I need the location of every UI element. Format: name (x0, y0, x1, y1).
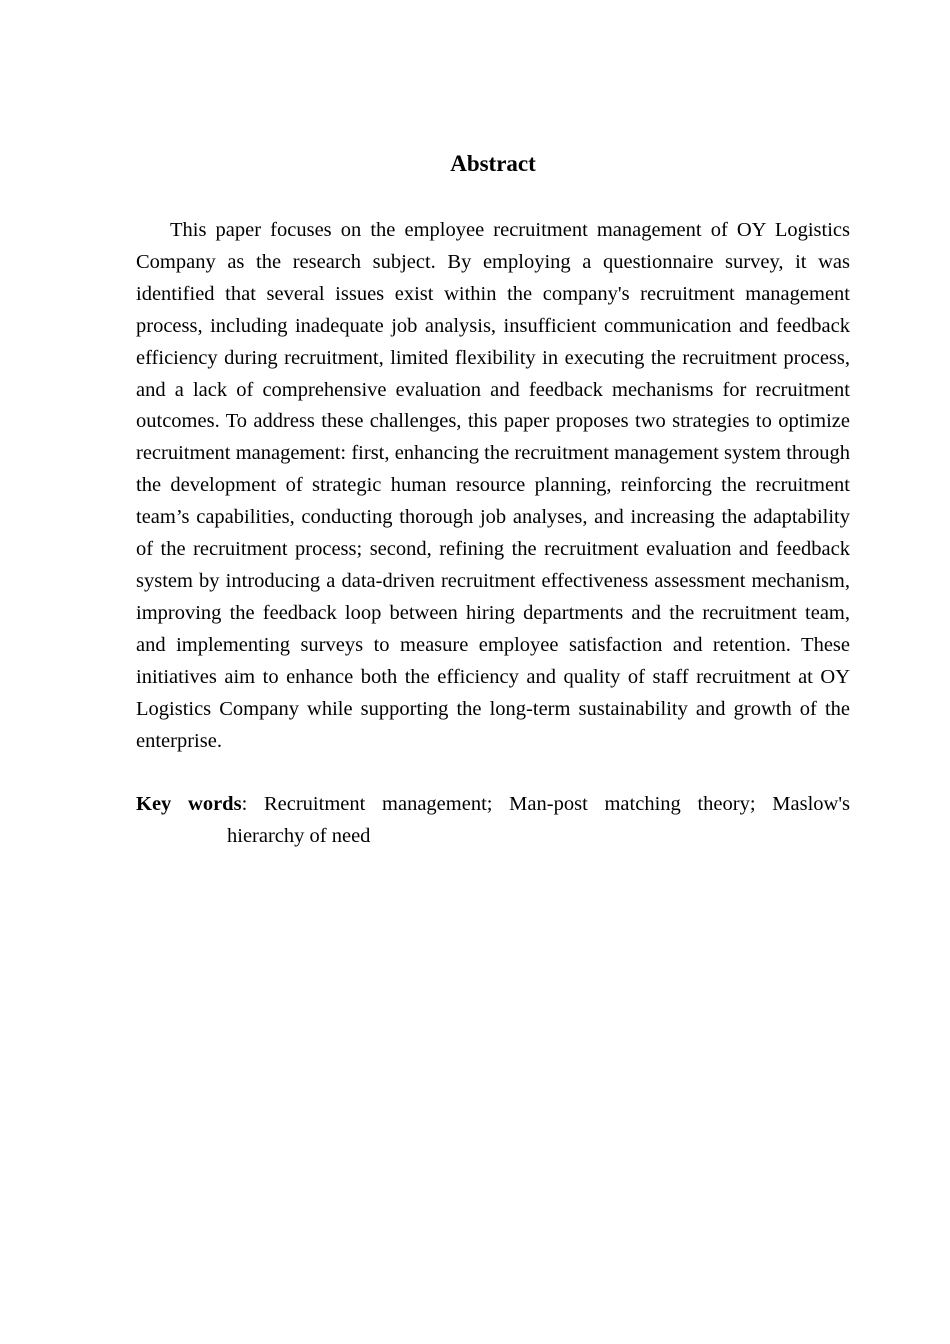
keywords-text: Recruitment management; Man-post matching theory; Maslow's hierarchy of need (227, 793, 851, 848)
abstract-title: Abstract (450, 151, 536, 176)
document-page (136, 148, 850, 874)
keywords-line (136, 789, 850, 853)
abstract-body: This paper focuses on the employee recruitment management of OY Logistics Company as the research subject. By employing a questionnaire survey, it was identified that several issues exist within the company's recruitment management process, including inadequate job analysis, insufficient communication and feedback efficiency during recruitment, limited flexibility in executing the recruitment process, and a lack of comprehensive evaluation and feedback mechanisms for recruitment outcomes. To address these challenges, this paper proposes two strategies to optimize recruitment management: first, enhancing the recruitment management system through the development of strategic human resource planning, reinforcing the recruitment team’s capabilities, conducting thorough job analyses, and increasing the adaptability of the recruitment process; second, refining the recruitment evaluation and feedback system by introducing a data-driven recruitment effectiveness assessment mechanism, improving the feedback loop between hiring departments and the recruitment team, and implementing surveys to measure employee satisfaction and retention. These initiatives aim to enhance both the efficiency and quality of staff recruitment at OY Logistics Company while supporting the long-term sustainability and growth of the enterprise. (136, 219, 850, 752)
keywords-separator: : (241, 793, 248, 816)
keywords-label: Key words (136, 793, 242, 816)
